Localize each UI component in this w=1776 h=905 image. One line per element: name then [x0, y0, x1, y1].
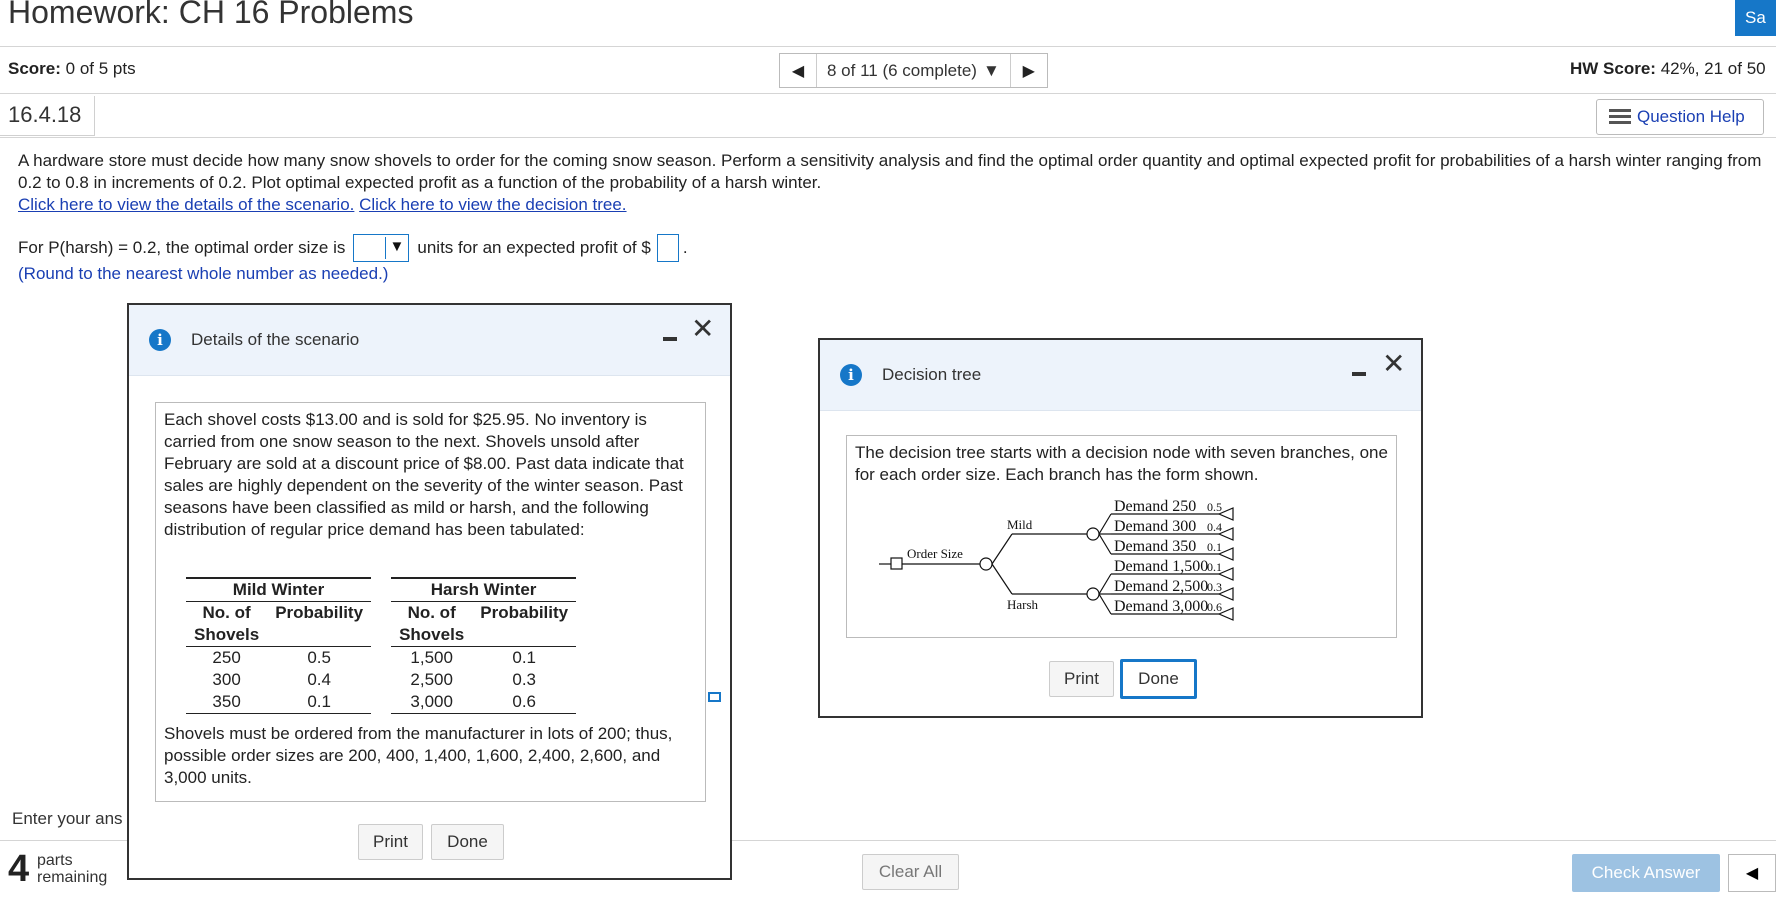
chevron-down-icon: ▼	[982, 60, 1000, 80]
harsh-winter-header: Harsh Winter	[391, 578, 576, 602]
score	[8, 59, 136, 79]
hw-score-value: 42%, 21 of 50	[1660, 59, 1766, 78]
outcome-label: Demand 3,000	[1114, 598, 1209, 615]
minimize-icon[interactable]	[663, 337, 677, 341]
dialog-title: Decision tree	[882, 365, 982, 384]
mild-winter-header: Mild Winter	[186, 578, 371, 602]
mild-shovels: 350	[186, 691, 267, 714]
problem-text: A hardware store must decide how many snow shovels to order for the coming snow season. Perform a sensitivity analysis and find the optimal order quantity and optimal expected profit for probabilities of a harsh winter ranging from 0.2 to 0.8 in increments of 0.2. Plot optimal expected profit as a function of the probability of a harsh winter.	[18, 151, 1762, 192]
divider	[0, 93, 1776, 94]
parts-count: 4	[8, 848, 30, 890]
question-navigator	[779, 53, 1048, 88]
info-icon: i	[149, 329, 171, 351]
prompt-end: .	[682, 238, 688, 257]
mild-prob: 0.5	[307, 648, 331, 667]
print-button[interactable]: Print	[358, 824, 423, 860]
prompt-mid: units for an expected profit of $	[417, 238, 651, 257]
mild-shovels: 300	[212, 670, 241, 689]
arrow-left-icon: ◀	[1745, 865, 1759, 882]
outcome-prob: 0.5	[1207, 500, 1222, 514]
harsh-prob: 0.6	[472, 691, 576, 714]
done-button[interactable]: Done	[431, 824, 504, 860]
decision-tree-diagram	[879, 494, 1239, 629]
table-row	[186, 691, 576, 714]
question-number: 16.4.18	[0, 96, 95, 136]
mild-shovels: 250	[212, 648, 241, 667]
harsh-shovels: 2,500	[410, 670, 453, 689]
close-icon[interactable]: ✕	[691, 313, 715, 344]
harsh-shovels: 3,000	[391, 691, 472, 714]
round-note: (Round to the nearest whole number as needed.)	[18, 264, 389, 283]
parts-remaining	[37, 852, 107, 886]
scenario-dialog	[127, 303, 732, 880]
table-row	[186, 647, 576, 670]
expected-profit-input[interactable]	[657, 234, 679, 262]
col-shovels: No. of	[407, 603, 456, 622]
order-size-label: Order Size	[907, 546, 963, 561]
outcome-label: Demand 250	[1114, 498, 1197, 515]
score-value: 0 of 5 pts	[65, 59, 136, 78]
page-title: Homework: CH 16 Problems	[8, 0, 414, 30]
dialog-header	[129, 305, 730, 376]
harsh-label: Harsh	[1007, 597, 1039, 612]
outcome-label: Demand 350	[1114, 538, 1197, 555]
hw-score	[1570, 59, 1766, 79]
save-button[interactable]: Sa	[1735, 0, 1776, 36]
outcome-prob: 0.3	[1207, 580, 1222, 594]
prev-question-icon[interactable]: ◀	[791, 62, 805, 80]
col-shovels: No. of	[202, 603, 251, 622]
outcome-label: Demand 300	[1114, 518, 1197, 535]
close-icon[interactable]: ✕	[1382, 348, 1406, 379]
decision-tree-description: The decision tree starts with a decision node with seven branches, one for each order size. Each branch has the form shown.	[855, 443, 1388, 484]
outcome-label: Demand 1,500	[1114, 558, 1209, 575]
prev-part-button[interactable]	[1728, 854, 1776, 892]
outcome-prob: 0.1	[1207, 540, 1222, 554]
copy-table-icon[interactable]	[708, 692, 721, 702]
prompt-pre: For P(harsh) = 0.2, the optimal order size is	[18, 238, 346, 257]
hw-score-label: HW Score:	[1570, 59, 1656, 78]
mild-prob: 0.1	[267, 691, 371, 714]
mild-label: Mild	[1007, 517, 1033, 532]
question-help-button[interactable]	[1596, 99, 1764, 135]
scenario-description: Each shovel costs $13.00 and is sold for $25.95. No inventory is carried from one snow season to the next. Shovels unsold after February are sold at a discount price of $8.00. Past data indicate that sales are highly dependent on the severity of the winter season. Past seasons have been classified as mild or harsh, and the following distribution of regular price demand has been tabulated:	[164, 410, 684, 539]
col-shovels-2: Shovels	[186, 624, 267, 647]
done-button[interactable]: Done	[1120, 659, 1197, 699]
dialog-title: Details of the scenario	[191, 330, 360, 349]
decision-tree-dialog	[818, 338, 1423, 718]
table-row	[186, 669, 576, 691]
print-button[interactable]: Print	[1049, 661, 1114, 697]
answer-prompt	[18, 234, 688, 262]
col-probability: Probability	[267, 602, 371, 647]
divider	[0, 137, 1776, 138]
parts-label-2: remaining	[37, 869, 108, 886]
mild-prob: 0.4	[307, 670, 331, 689]
clear-all-button[interactable]: Clear All	[862, 854, 959, 890]
order-size-dropdown[interactable]	[353, 234, 409, 262]
question-selector[interactable]	[816, 54, 1011, 87]
harsh-prob: 0.1	[512, 648, 537, 667]
scenario-link[interactable]: Click here to view the details of the scenario.	[18, 195, 355, 214]
outcome-label: Demand 2,500	[1114, 578, 1209, 595]
col-probability: Probability	[472, 602, 576, 647]
decision-tree-link[interactable]: Click here to view the decision tree.	[359, 195, 627, 214]
dialog-header	[820, 340, 1421, 411]
parts-label-1: parts	[37, 852, 73, 869]
question-progress: 8 of 11 (6 complete)	[827, 60, 977, 80]
problem-statement	[18, 150, 1763, 216]
order-lot-note: Shovels must be ordered from the manufacturer in lots of 200; thus, possible order sizes are 200, 400, 1,400, 1,600, 2,400, 2,600, and 3,000 units.	[164, 724, 673, 787]
enter-answer-label: Enter your ans	[12, 809, 123, 828]
col-shovels-2: Shovels	[391, 624, 472, 647]
outcome-prob: 0.4	[1207, 520, 1222, 534]
score-label: Score:	[8, 59, 61, 78]
dropdown-arrow-icon: ▼	[389, 238, 405, 255]
outcome-prob: 0.1	[1207, 560, 1222, 574]
check-answer-button[interactable]: Check Answer	[1572, 854, 1720, 892]
outcome-prob: 0.6	[1207, 600, 1222, 614]
question-help-label: Question Help	[1637, 107, 1745, 126]
scenario-content	[155, 402, 706, 802]
divider	[0, 46, 1776, 47]
demand-table	[186, 577, 576, 714]
list-icon	[1609, 109, 1631, 125]
info-icon: i	[840, 364, 862, 386]
decision-tree-content	[846, 435, 1397, 638]
harsh-prob: 0.3	[512, 670, 537, 689]
next-question-icon[interactable]: ▶	[1022, 62, 1035, 80]
harsh-shovels: 1,500	[410, 648, 453, 667]
minimize-icon[interactable]	[1352, 372, 1366, 376]
